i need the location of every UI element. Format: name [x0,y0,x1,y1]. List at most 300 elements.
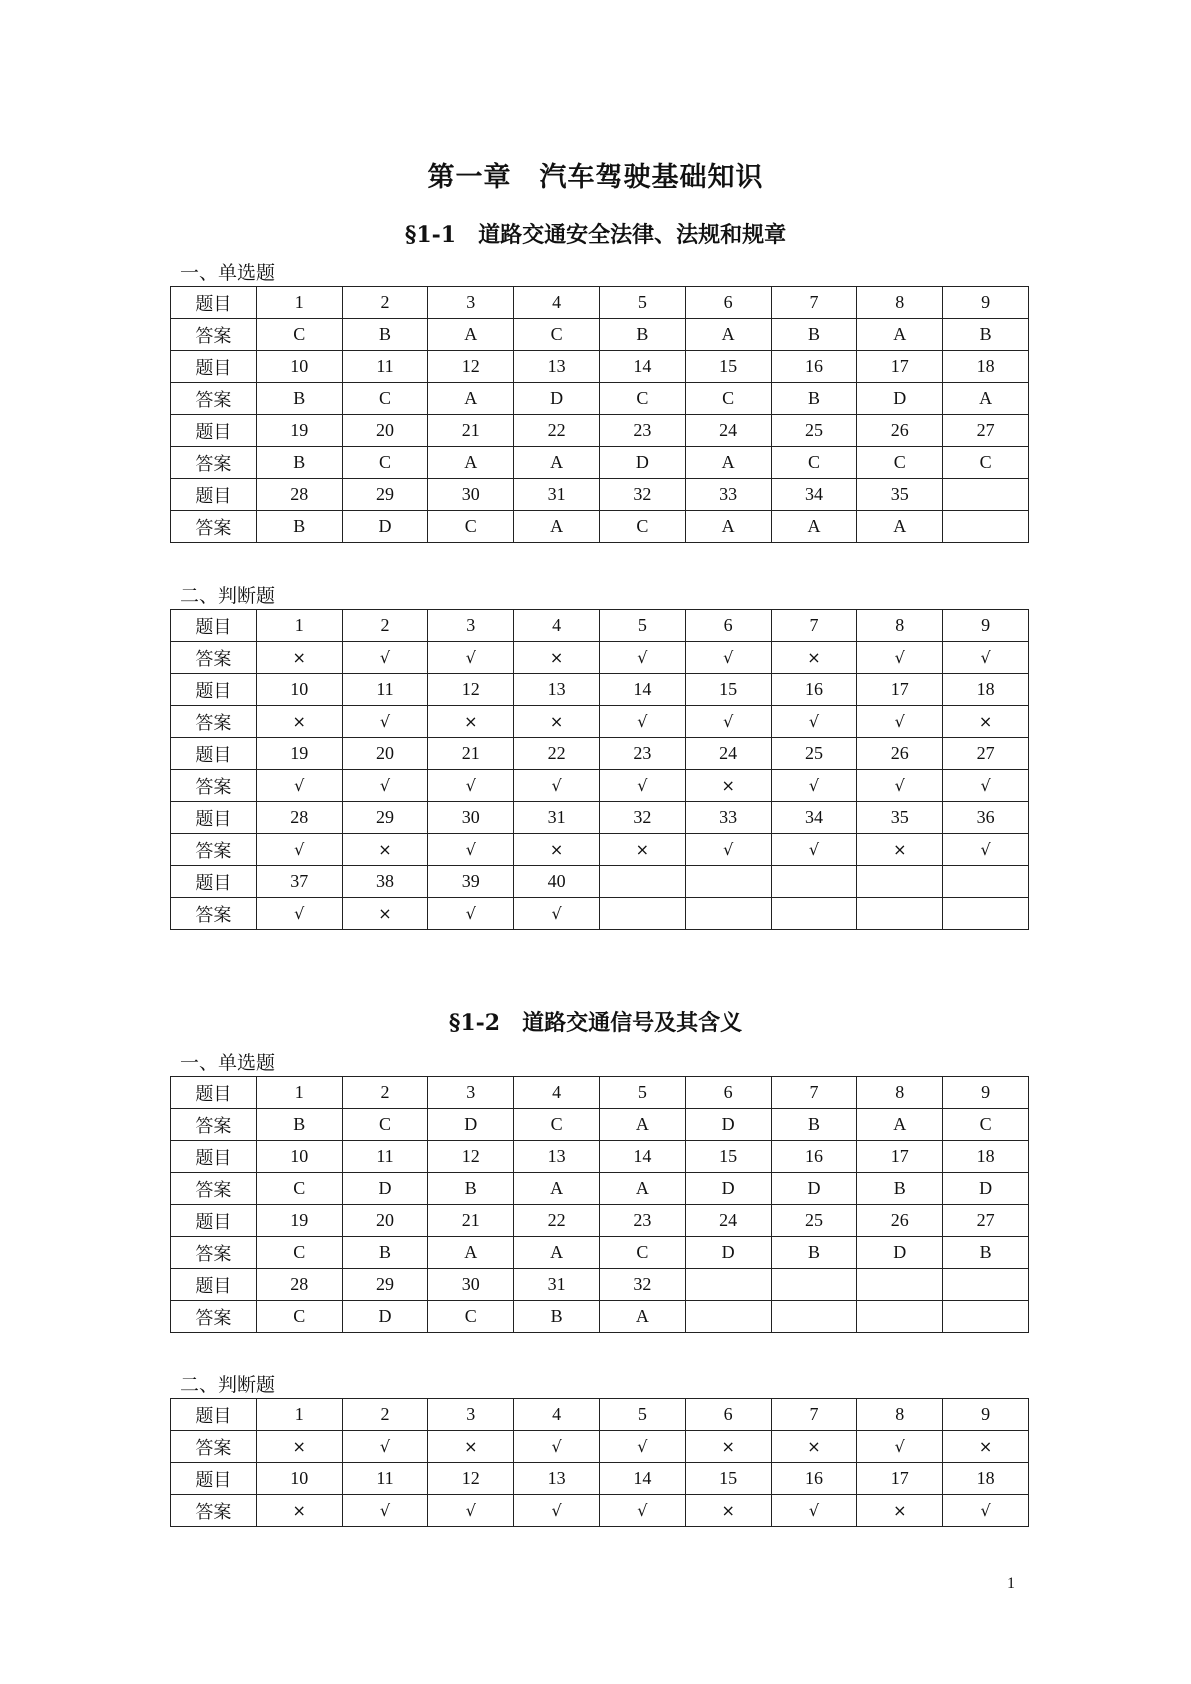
answer-cell: A [428,1237,514,1269]
answer-cell: √ [943,642,1029,674]
answer-cell: √ [256,770,342,802]
question-number-cell: 19 [256,415,342,447]
question-number-cell: 1 [256,1077,342,1109]
answer-cell: √ [514,898,600,930]
answer-cell: C [599,1237,685,1269]
question-number-cell: 27 [943,738,1029,770]
table-row [171,1495,1029,1527]
question-number-cell: 10 [256,1463,342,1495]
question-number-cell: 20 [342,415,428,447]
row-label: 答案 [171,706,257,738]
table-row [171,383,1029,415]
question-number-cell: 33 [685,479,771,511]
question-number-cell: 32 [599,1269,685,1301]
question-number-cell: 2 [342,1077,428,1109]
answer-cell: C [256,1301,342,1333]
answer-cell: B [342,319,428,351]
question-number-cell: 32 [599,479,685,511]
question-number-cell: 17 [857,351,943,383]
question-number-cell: 19 [256,738,342,770]
question-number-cell: 22 [514,1205,600,1237]
answer-cell: √ [342,1431,428,1463]
question-number-cell: 18 [943,674,1029,706]
answer-cell: A [599,1173,685,1205]
question-number-cell: 18 [943,1463,1029,1495]
answer-cell: √ [857,1431,943,1463]
question-number-cell: 9 [943,287,1029,319]
answer-cell: B [256,1109,342,1141]
answer-cell: A [857,319,943,351]
answer-cell: × [256,706,342,738]
answer-cell: √ [428,770,514,802]
question-number-cell: 23 [599,415,685,447]
answer-cell: × [514,642,600,674]
question-number-cell: 4 [514,610,600,642]
answer-cell: √ [599,1431,685,1463]
answer-cell: √ [256,834,342,866]
answer-cell: C [514,319,600,351]
question-number-cell: 21 [428,415,514,447]
answer-cell: B [771,319,857,351]
question-number-cell: 19 [256,1205,342,1237]
answer-cell: A [685,447,771,479]
answer-cell: √ [599,770,685,802]
row-label: 题目 [171,1141,257,1173]
question-number-cell: 17 [857,674,943,706]
answer-cell: √ [599,1495,685,1527]
answer-cell: C [342,447,428,479]
question-number-cell: 6 [685,1399,771,1431]
answer-table [170,1398,1029,1527]
question-number-cell: 24 [685,738,771,770]
row-label: 答案 [171,1237,257,1269]
answer-cell: × [342,834,428,866]
row-label: 答案 [171,319,257,351]
row-label: 题目 [171,674,257,706]
question-number-cell: 32 [599,802,685,834]
answer-cell: √ [943,834,1029,866]
answer-cell: × [514,834,600,866]
table-row [171,1399,1029,1431]
row-label: 题目 [171,479,257,511]
question-number-cell: 26 [857,1205,943,1237]
question-number-cell: 28 [256,802,342,834]
table-row [171,287,1029,319]
answer-cell: √ [342,642,428,674]
answer-cell: B [256,383,342,415]
answer-cell: √ [943,770,1029,802]
row-label: 题目 [171,1269,257,1301]
question-number-cell: 23 [599,1205,685,1237]
answer-cell: C [256,319,342,351]
answer-cell [771,898,857,930]
question-number-cell [943,1269,1029,1301]
answer-cell: × [857,834,943,866]
table-row [171,415,1029,447]
section-title: §1-1 道路交通安全法律、法规和规章 [404,222,787,248]
answer-cell: D [342,511,428,543]
answer-cell [857,1301,943,1333]
row-label: 答案 [171,642,257,674]
row-label: 题目 [171,1399,257,1431]
question-number-cell: 13 [514,351,600,383]
answer-cell: √ [599,642,685,674]
answer-cell [599,898,685,930]
answer-cell: D [514,383,600,415]
question-number-cell: 12 [428,1141,514,1173]
answer-cell: A [514,1173,600,1205]
row-label: 答案 [171,383,257,415]
subheading-single-choice: 一、单选题 [180,1052,276,1074]
answer-cell: C [599,511,685,543]
answer-cell: D [342,1173,428,1205]
answer-cell: A [428,383,514,415]
page-number: 1 [1007,1575,1015,1592]
table-row [171,674,1029,706]
question-number-cell [943,479,1029,511]
answer-cell: × [685,770,771,802]
row-label: 答案 [171,1431,257,1463]
question-number-cell: 24 [685,415,771,447]
row-label: 题目 [171,1077,257,1109]
answer-cell: C [256,1237,342,1269]
question-number-cell: 23 [599,738,685,770]
question-number-cell: 11 [342,674,428,706]
answer-cell: D [685,1237,771,1269]
question-number-cell: 12 [428,351,514,383]
answer-cell: C [771,447,857,479]
question-number-cell: 3 [428,610,514,642]
question-number-cell: 3 [428,287,514,319]
answer-cell: √ [685,642,771,674]
question-number-cell: 12 [428,1463,514,1495]
answer-cell: √ [514,1431,600,1463]
question-number-cell: 29 [342,479,428,511]
answer-cell: × [685,1495,771,1527]
answer-cell: √ [256,898,342,930]
question-number-cell [599,866,685,898]
question-number-cell: 31 [514,802,600,834]
answer-cell: B [771,1109,857,1141]
question-number-cell: 29 [342,1269,428,1301]
answer-cell: A [685,511,771,543]
answer-cell: B [857,1173,943,1205]
table-row [171,866,1029,898]
answer-cell: A [514,511,600,543]
chapter-title: 第一章 汽车驾驶基础知识 [427,162,764,193]
answer-cell: × [857,1495,943,1527]
subheading-true-false: 二、判断题 [180,585,276,607]
answer-cell: B [599,319,685,351]
answer-cell: √ [771,834,857,866]
question-number-cell: 8 [857,287,943,319]
answer-cell: × [685,1431,771,1463]
answer-cell: D [428,1109,514,1141]
question-number-cell: 9 [943,1399,1029,1431]
question-number-cell: 11 [342,1141,428,1173]
question-number-cell: 28 [256,1269,342,1301]
question-number-cell [857,866,943,898]
question-number-cell: 18 [943,1141,1029,1173]
answer-cell: C [857,447,943,479]
table-row [171,770,1029,802]
table-row [171,319,1029,351]
question-number-cell: 16 [771,1141,857,1173]
row-label: 题目 [171,1463,257,1495]
question-number-cell: 33 [685,802,771,834]
question-number-cell: 11 [342,351,428,383]
question-number-cell: 40 [514,866,600,898]
question-number-cell [685,1269,771,1301]
answer-cell: B [428,1173,514,1205]
table-row [171,1237,1029,1269]
table-row [171,1141,1029,1173]
question-number-cell: 2 [342,610,428,642]
question-number-cell: 15 [685,1463,771,1495]
table-row [171,479,1029,511]
answer-cell: √ [514,1495,600,1527]
answer-cell [771,1301,857,1333]
question-number-cell: 29 [342,802,428,834]
question-number-cell: 8 [857,1077,943,1109]
answer-cell: C [342,383,428,415]
answer-cell: A [428,319,514,351]
question-number-cell: 5 [599,287,685,319]
answer-cell: B [943,319,1029,351]
row-label: 题目 [171,1205,257,1237]
row-label: 答案 [171,1109,257,1141]
question-number-cell: 20 [342,1205,428,1237]
table-row [171,1301,1029,1333]
table-row [171,802,1029,834]
answer-cell: √ [428,1495,514,1527]
table-row [171,738,1029,770]
answer-cell: × [428,1431,514,1463]
answer-cell: √ [599,706,685,738]
answer-cell: D [685,1173,771,1205]
answer-cell: C [428,511,514,543]
question-number-cell: 18 [943,351,1029,383]
answer-cell: √ [342,706,428,738]
answer-cell: √ [428,898,514,930]
answer-cell: × [256,1495,342,1527]
question-number-cell [771,866,857,898]
answer-cell: C [428,1301,514,1333]
answer-cell: B [771,1237,857,1269]
answer-cell [685,898,771,930]
answer-cell: A [599,1301,685,1333]
question-number-cell: 38 [342,866,428,898]
question-number-cell: 14 [599,1463,685,1495]
row-label: 题目 [171,610,257,642]
table-row [171,610,1029,642]
question-number-cell: 39 [428,866,514,898]
answer-cell: C [256,1173,342,1205]
answer-cell [943,1301,1029,1333]
answer-cell: √ [857,770,943,802]
question-number-cell: 25 [771,738,857,770]
answer-cell: √ [771,1495,857,1527]
table-row [171,1205,1029,1237]
question-number-cell: 16 [771,674,857,706]
answer-cell: D [685,1109,771,1141]
answer-table [170,286,1029,543]
question-number-cell: 2 [342,287,428,319]
question-number-cell: 4 [514,287,600,319]
table-row [171,1109,1029,1141]
question-number-cell: 22 [514,415,600,447]
answer-cell: × [599,834,685,866]
question-number-cell: 31 [514,1269,600,1301]
answer-cell: × [428,706,514,738]
table-row [171,447,1029,479]
answer-cell: C [943,447,1029,479]
answer-table [170,609,1029,930]
row-label: 题目 [171,738,257,770]
answer-cell: B [514,1301,600,1333]
question-number-cell: 31 [514,479,600,511]
question-number-cell: 27 [943,415,1029,447]
question-number-cell: 27 [943,1205,1029,1237]
answer-cell: √ [428,642,514,674]
table-row [171,1269,1029,1301]
row-label: 题目 [171,287,257,319]
question-number-cell: 2 [342,1399,428,1431]
question-number-cell: 16 [771,351,857,383]
table-row [171,511,1029,543]
question-number-cell [857,1269,943,1301]
question-number-cell: 21 [428,738,514,770]
question-number-cell: 6 [685,1077,771,1109]
answer-cell: √ [685,834,771,866]
table-row [171,898,1029,930]
answer-cell: √ [857,642,943,674]
question-number-cell: 24 [685,1205,771,1237]
question-number-cell: 36 [943,802,1029,834]
question-number-cell: 5 [599,1077,685,1109]
answer-cell: C [943,1109,1029,1141]
row-label: 答案 [171,770,257,802]
table-row [171,706,1029,738]
answer-cell: D [943,1173,1029,1205]
answer-cell: A [771,511,857,543]
question-number-cell: 14 [599,674,685,706]
question-number-cell: 9 [943,610,1029,642]
answer-cell: C [599,383,685,415]
question-number-cell: 6 [685,287,771,319]
question-number-cell: 1 [256,1399,342,1431]
answer-cell: B [943,1237,1029,1269]
answer-cell: × [943,706,1029,738]
question-number-cell: 4 [514,1077,600,1109]
answer-cell: √ [685,706,771,738]
answer-cell: A [599,1109,685,1141]
question-number-cell: 17 [857,1141,943,1173]
answer-cell: × [771,1431,857,1463]
question-number-cell: 37 [256,866,342,898]
answer-cell: A [857,511,943,543]
answer-cell: × [771,642,857,674]
answer-cell: B [342,1237,428,1269]
answer-cell: D [342,1301,428,1333]
question-number-cell: 7 [771,1399,857,1431]
question-number-cell: 17 [857,1463,943,1495]
question-number-cell: 21 [428,1205,514,1237]
question-number-cell: 15 [685,1141,771,1173]
question-number-cell: 5 [599,1399,685,1431]
question-number-cell: 26 [857,738,943,770]
answer-cell: C [514,1109,600,1141]
question-number-cell: 14 [599,1141,685,1173]
question-number-cell: 35 [857,479,943,511]
answer-cell: × [514,706,600,738]
table-row [171,1173,1029,1205]
question-number-cell: 6 [685,610,771,642]
question-number-cell: 30 [428,1269,514,1301]
table-row [171,351,1029,383]
question-number-cell: 8 [857,1399,943,1431]
question-number-cell: 13 [514,1463,600,1495]
answer-cell: A [857,1109,943,1141]
question-number-cell [685,866,771,898]
question-number-cell [771,1269,857,1301]
answer-cell: D [857,383,943,415]
question-number-cell: 13 [514,1141,600,1173]
question-number-cell: 3 [428,1399,514,1431]
answer-cell: √ [943,1495,1029,1527]
answer-cell: √ [857,706,943,738]
row-label: 答案 [171,447,257,479]
answer-cell [685,1301,771,1333]
question-number-cell: 15 [685,351,771,383]
question-number-cell: 10 [256,351,342,383]
question-number-cell: 8 [857,610,943,642]
answer-cell: B [256,447,342,479]
answer-cell: √ [771,770,857,802]
row-label: 题目 [171,415,257,447]
question-number-cell: 11 [342,1463,428,1495]
question-number-cell: 22 [514,738,600,770]
question-number-cell: 30 [428,479,514,511]
answer-cell: D [857,1237,943,1269]
question-number-cell [943,866,1029,898]
row-label: 答案 [171,898,257,930]
row-label: 答案 [171,1173,257,1205]
answer-cell: B [771,383,857,415]
question-number-cell: 3 [428,1077,514,1109]
question-number-cell: 10 [256,674,342,706]
question-number-cell: 12 [428,674,514,706]
question-number-cell: 5 [599,610,685,642]
answer-cell: √ [428,834,514,866]
table-row [171,1463,1029,1495]
question-number-cell: 9 [943,1077,1029,1109]
question-number-cell: 34 [771,802,857,834]
answer-cell: × [256,1431,342,1463]
row-label: 题目 [171,351,257,383]
question-number-cell: 7 [771,287,857,319]
table-row [171,834,1029,866]
question-number-cell: 25 [771,1205,857,1237]
answer-cell [943,898,1029,930]
question-number-cell: 20 [342,738,428,770]
answer-cell: × [256,642,342,674]
question-number-cell: 13 [514,674,600,706]
question-number-cell: 10 [256,1141,342,1173]
row-label: 答案 [171,1301,257,1333]
row-label: 题目 [171,802,257,834]
table-row [171,642,1029,674]
